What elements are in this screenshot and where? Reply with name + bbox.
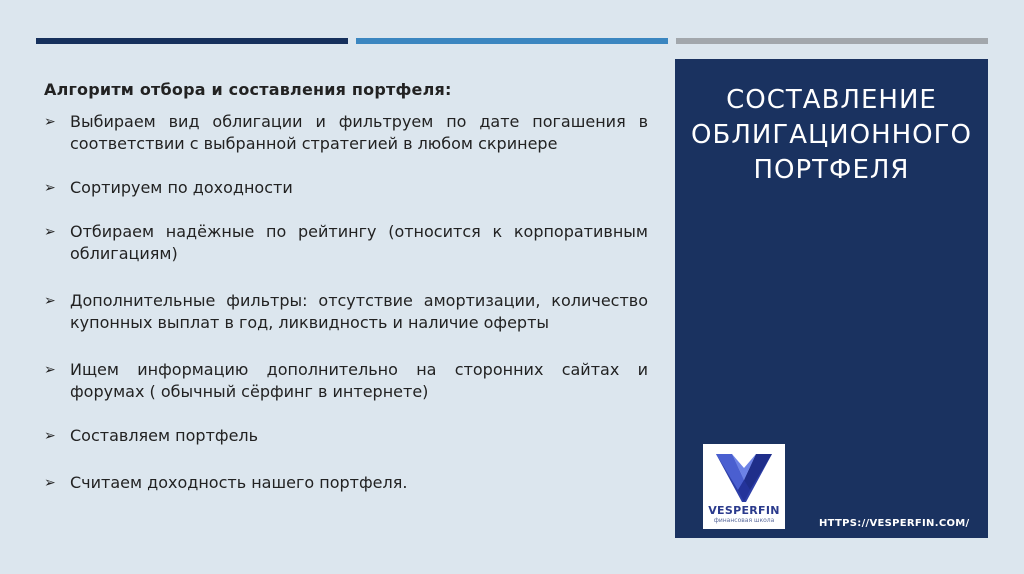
- list-item: [44, 359, 648, 403]
- list-item: [44, 177, 648, 199]
- slide-title: [675, 83, 988, 188]
- slide-title-line: ОБЛИГАЦИОННОГО: [691, 120, 972, 150]
- arrow-bullet-icon: ➢: [44, 475, 56, 491]
- accent-bar-blue: [356, 38, 668, 44]
- arrow-bullet-icon: ➢: [44, 224, 56, 240]
- list-item: [44, 472, 648, 494]
- accent-bar-dark: [36, 38, 348, 44]
- list-item-text: Ищем информацию дополнительно на сторонних сайтах и форумах ( обычный сёрфинг в интернете): [70, 360, 648, 401]
- vesperfin-logo: [703, 444, 785, 529]
- slide-title-line: ПОРТФЕЛЯ: [753, 155, 910, 185]
- slide-title-line: СОСТАВЛЕНИЕ: [726, 85, 937, 115]
- list-item-text: Отбираем надёжные по рейтингу (относится к корпоративным облигациям): [70, 222, 648, 263]
- list-item-text: Сортируем по доходности: [70, 178, 293, 197]
- list-item: [44, 425, 648, 447]
- bullet-list: [44, 111, 648, 494]
- title-panel: [675, 59, 988, 538]
- arrow-bullet-icon: ➢: [44, 428, 56, 444]
- website-link[interactable]: HTTPS://VESPERFIN.COM/: [819, 518, 970, 529]
- list-item-text: Дополнительные фильтры: отсутствие амортизации, количество купонных выплат в год, ликвидность и наличие оферты: [70, 291, 648, 332]
- vesperfin-logo-icon: [714, 450, 774, 504]
- logo-subtitle: финансовая школа: [713, 517, 775, 524]
- list-item: [44, 221, 648, 265]
- slide-content: [44, 80, 648, 494]
- arrow-bullet-icon: ➢: [44, 293, 56, 309]
- list-item-text: Считаем доходность нашего портфеля.: [70, 473, 408, 492]
- list-item: [44, 290, 648, 334]
- arrow-bullet-icon: ➢: [44, 114, 56, 130]
- list-item: [44, 111, 648, 155]
- arrow-bullet-icon: ➢: [44, 362, 56, 378]
- content-heading: Алгоритм отбора и составления портфеля:: [44, 80, 452, 99]
- accent-bar-gray: [676, 38, 988, 44]
- list-item-text: Составляем портфель: [70, 426, 259, 445]
- logo-name: VESPERFIN: [708, 504, 780, 517]
- list-item-text: Выбираем вид облигации и фильтруем по дате погашения в соответствии с выбранной стратегией в любом скринере: [70, 112, 648, 153]
- arrow-bullet-icon: ➢: [44, 180, 56, 196]
